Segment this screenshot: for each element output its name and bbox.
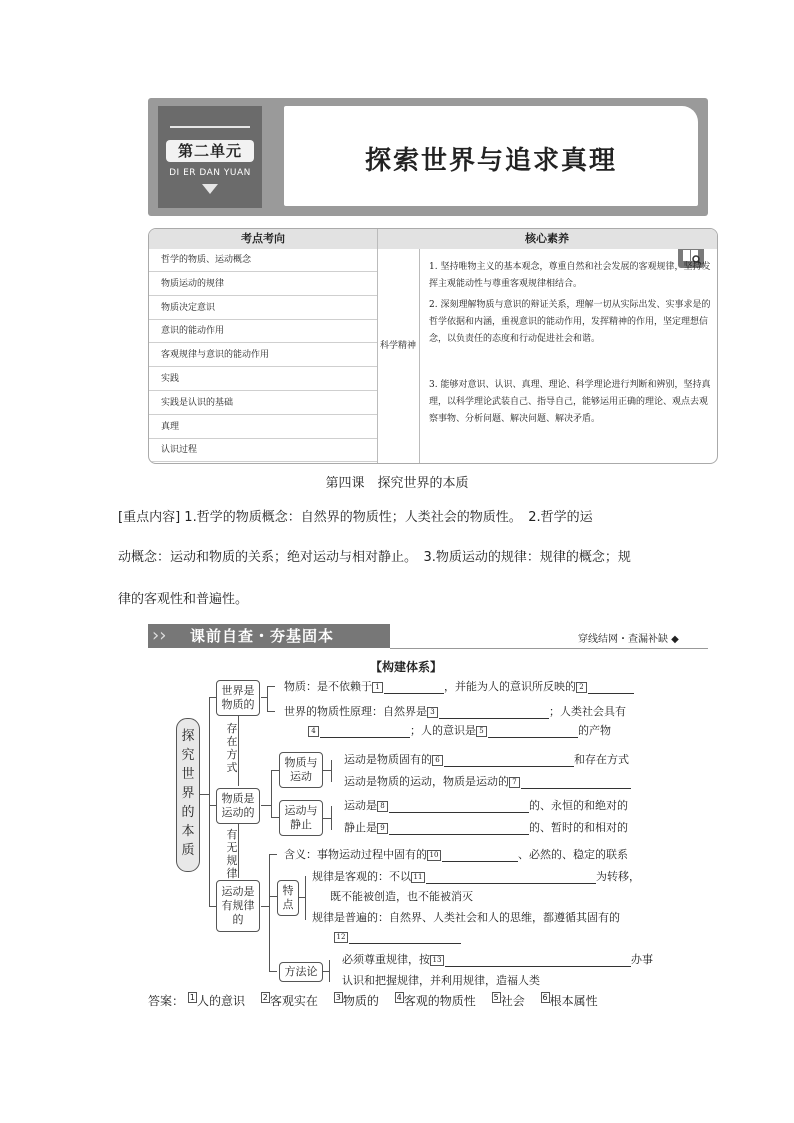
topic-row: 客观规律与意识的能动作用 xyxy=(149,344,377,367)
connector xyxy=(261,805,271,806)
blank xyxy=(426,872,596,884)
section-title: 课前自查・夯基固本 xyxy=(190,627,335,645)
mindmap-text xyxy=(312,870,640,884)
answer-number: 1 xyxy=(189,993,195,1002)
header-topics: 考点考向 xyxy=(149,229,377,249)
text: 运动是物质的运动，物质是运动的 xyxy=(344,775,509,788)
answer-text: 客观实在 xyxy=(269,994,318,1008)
answer-text: 人的意识 xyxy=(196,994,245,1008)
text: 、必然的、稳定的联系 xyxy=(518,848,628,861)
unit-banner xyxy=(148,98,708,216)
mindmap-text xyxy=(284,705,626,719)
connector xyxy=(271,817,279,818)
blank-number: 11 xyxy=(411,872,425,883)
link-label: 有无规律 xyxy=(226,828,238,880)
blank-number: 4 xyxy=(308,726,319,737)
topic-row: 物质运动的规律 xyxy=(149,273,377,296)
connector xyxy=(331,760,332,782)
connector xyxy=(209,906,216,907)
connector xyxy=(267,711,275,712)
triangle-down-icon xyxy=(202,184,218,194)
unit-label: 第二单元 xyxy=(166,140,254,162)
mindmap-text xyxy=(284,848,628,862)
answer-item xyxy=(492,994,525,1008)
unit-badge xyxy=(158,106,262,208)
connector xyxy=(271,770,279,771)
blank xyxy=(320,726,410,738)
key-content-text: 动概念：运动和物质的关系；绝对运动与相对静止。 3.物质运动的规律：规律的概念；规 xyxy=(118,550,631,565)
header-core: 核心素养 xyxy=(377,229,717,249)
text: 为转移， xyxy=(596,870,640,883)
answer-text: 根本属性 xyxy=(549,994,598,1008)
root-label: 探究世界的本质 xyxy=(181,729,195,858)
connector xyxy=(199,794,209,795)
mindmap-text xyxy=(344,799,628,813)
topic-row: 实践是认识的基础 xyxy=(149,392,377,415)
connector xyxy=(271,770,272,818)
key-content-text: 1.哲学的物质概念：自然界的物质性；人类社会的物质性。 2.哲学的运 xyxy=(184,510,593,525)
connector xyxy=(267,686,275,687)
connector xyxy=(305,876,306,920)
answer-item xyxy=(261,994,318,1008)
mindmap-text xyxy=(334,930,461,944)
blank xyxy=(349,932,461,944)
core-item: 1. 坚持唯物主义的基本观念，尊重自然和社会发展的客观规律，坚持发挥主观能动性与尊重客观规律相结合。 xyxy=(429,262,711,289)
category-label: 科学精神 xyxy=(379,341,416,351)
syllabus-table xyxy=(148,228,718,464)
topic-row: 真理 xyxy=(149,416,377,439)
divider xyxy=(419,249,420,463)
mindmap-text: 规律是普遍的：自然界、人类社会和人的思维，都遵循其固有的 xyxy=(312,911,620,924)
branch-matter-motion: 物质是运动的 xyxy=(216,788,260,824)
lesson-title: 第四课 探究世界的本质 xyxy=(325,476,469,491)
answer-number: 4 xyxy=(396,993,402,1002)
blank-number: 1 xyxy=(372,682,383,693)
core-item: 3. 能够对意识、认识、真理、理论、科学理论进行判断和辨别，坚持真理，以科学理论武装自己、指导自己，能够运用正确的理论、观点去观察事物、分析问题、解决问题、解决矛盾。 xyxy=(429,380,711,424)
connector xyxy=(269,854,277,855)
blank xyxy=(521,777,631,789)
sub-motion-rest: 运动与静止 xyxy=(279,800,323,836)
blank xyxy=(442,850,518,862)
answer-line xyxy=(148,992,598,1009)
mindmap-text xyxy=(344,821,628,835)
text: 物质：是不依赖于 xyxy=(284,680,372,693)
blank xyxy=(389,823,529,835)
sub-matter-motion: 物质与运动 xyxy=(279,752,323,788)
sub-characteristics: 特点 xyxy=(277,880,299,916)
topic-row: 意识的能动作用 xyxy=(149,320,377,343)
blank-number: 2 xyxy=(576,682,587,693)
mindmap-text xyxy=(308,724,611,738)
connector xyxy=(209,697,210,907)
blank xyxy=(445,955,631,967)
connector xyxy=(269,854,270,972)
text: 运动是 xyxy=(344,799,377,812)
blank xyxy=(588,682,634,694)
key-content-label: [重点内容] xyxy=(118,510,181,525)
chevron-right-icon: ›› xyxy=(152,625,167,646)
answer-item xyxy=(395,994,476,1008)
key-content-text: 律的客观性和普遍性。 xyxy=(118,592,249,607)
text: 和存在方式 xyxy=(574,753,629,766)
blank xyxy=(444,755,574,767)
answer-text: 物质的 xyxy=(342,994,379,1008)
blank-number: 3 xyxy=(427,707,438,718)
text: 世界的物质性原理：自然界是 xyxy=(284,705,427,718)
link-label: 存在方式 xyxy=(226,722,238,774)
mindmap-text: 认识和把握规律，并利用规律，造福人类 xyxy=(342,974,540,987)
answer-item xyxy=(334,994,379,1008)
answer-label: 答案： xyxy=(148,994,185,1008)
blank xyxy=(389,801,529,813)
text: ；人类社会具有 xyxy=(549,705,626,718)
title-panel xyxy=(284,106,698,206)
text: 含义：事物运动过程中固有的 xyxy=(284,848,427,861)
sub-methodology: 方法论 xyxy=(279,962,323,982)
text: 的产物 xyxy=(578,724,611,737)
connector xyxy=(329,960,330,982)
connector xyxy=(261,906,269,907)
answer-item xyxy=(541,994,598,1008)
answer-text: 客观的物质性 xyxy=(403,994,476,1008)
connector xyxy=(323,770,331,771)
topic-row: 物质决定意识 xyxy=(149,297,377,320)
connector xyxy=(209,697,216,698)
mindmap-text: 既不能被创造，也不能被消灭 xyxy=(330,890,473,903)
connector xyxy=(269,971,277,972)
answer-number: 3 xyxy=(335,993,341,1002)
blank-number: 8 xyxy=(377,801,388,812)
topic-row: 实践 xyxy=(149,368,377,391)
mindmap-text xyxy=(342,953,653,967)
core-item: 2. 深刻理解物质与意识的辩证关系，理解一切从实际出发、实事求是的哲学依据和内涵，重视意识的能动作用，发挥精神的作用，坚定理想信念，以负责任的态度和行动促进社会和谐。 xyxy=(429,300,711,344)
blank-number: 13 xyxy=(430,955,444,966)
topic-row: 哲学的物质、运动概念 xyxy=(149,249,377,272)
blank-number: 10 xyxy=(427,850,441,861)
blank xyxy=(488,726,578,738)
mindmap-root xyxy=(176,718,200,872)
text: ；人的意识是 xyxy=(410,724,476,737)
answer-number: 2 xyxy=(262,993,268,1002)
text: 必须尊重规律，按 xyxy=(342,953,430,966)
text: 的、暂时的和相对的 xyxy=(529,821,628,834)
blank xyxy=(439,707,549,719)
unit-title: 探索世界与追求真理 xyxy=(364,146,617,176)
mindmap-heading: 【构建体系】 xyxy=(370,660,443,674)
text: 静止是 xyxy=(344,821,377,834)
answer-text: 社会 xyxy=(500,994,525,1008)
blank-number: 12 xyxy=(334,932,348,943)
branch-world-material: 世界是物质的 xyxy=(216,680,260,716)
text: 运动是物质固有的 xyxy=(344,753,432,766)
key-content-line xyxy=(118,506,688,525)
blank-number: 5 xyxy=(476,726,487,737)
branch-motion-law: 运动是有规律的 xyxy=(216,880,260,932)
connector xyxy=(323,818,331,819)
answer-number: 5 xyxy=(493,993,499,1002)
text: 办事 xyxy=(631,953,653,966)
connector xyxy=(209,805,216,806)
mindmap-text xyxy=(344,775,631,789)
text: 的、永恒的和绝对的 xyxy=(529,799,628,812)
blank-number: 6 xyxy=(432,755,443,766)
topic-row: 认识过程 xyxy=(149,439,377,462)
answer-item xyxy=(188,994,245,1008)
text: ，并能为人的意识所反映的 xyxy=(444,680,576,693)
section-rule xyxy=(390,648,708,649)
unit-pinyin: DI ER DAN YUAN xyxy=(169,168,251,178)
mindmap-text xyxy=(284,680,634,694)
section-bar xyxy=(148,622,708,650)
text: 规律是客观的：不以 xyxy=(312,870,411,883)
blank-number: 7 xyxy=(509,777,520,788)
unit-badge-bar xyxy=(170,126,250,128)
blank-number: 9 xyxy=(377,823,388,834)
mindmap-text xyxy=(344,753,629,767)
connector xyxy=(331,806,332,830)
connector xyxy=(269,896,277,897)
section-subtitle: 穿线结网・查漏补缺 ◆ xyxy=(578,634,679,645)
blank xyxy=(384,682,444,694)
connector xyxy=(267,686,268,712)
answer-number: 6 xyxy=(542,993,548,1002)
